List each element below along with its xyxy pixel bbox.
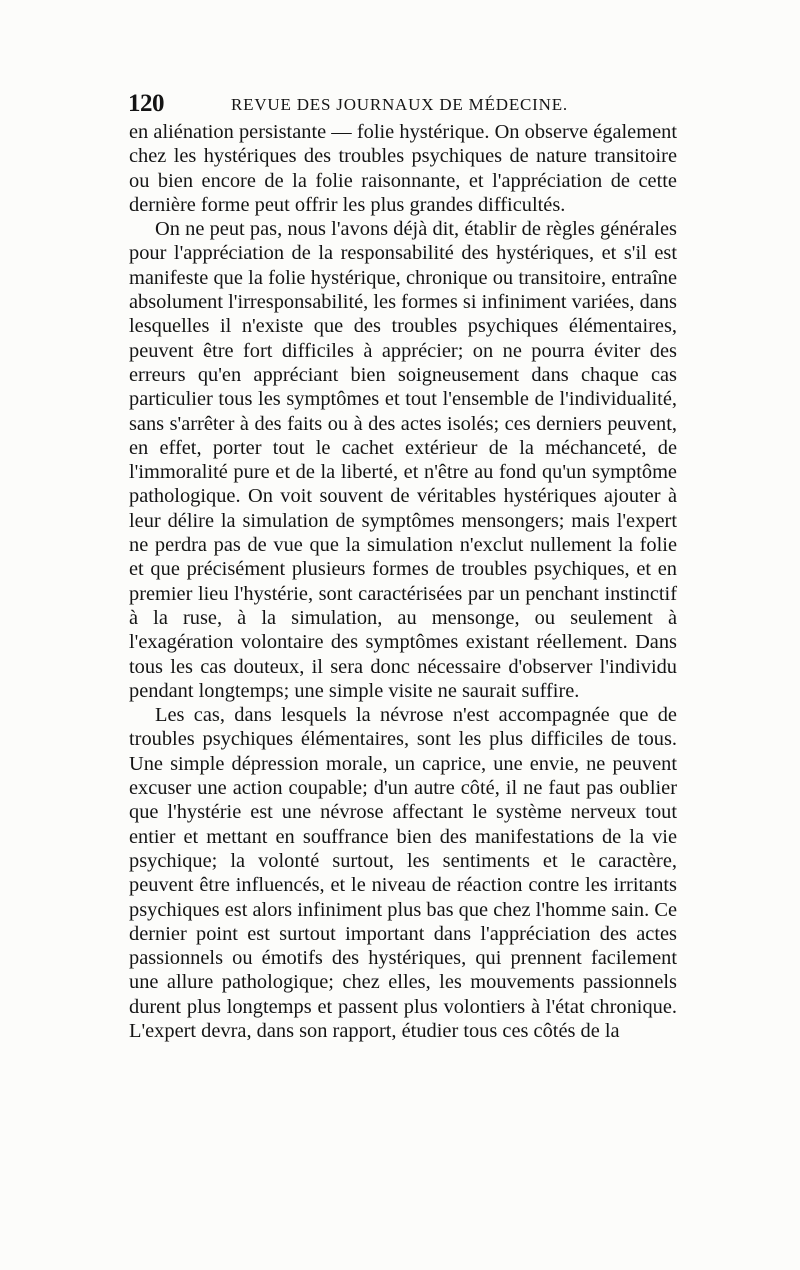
- running-title: REVUE DES JOURNAUX DE MÉDECINE.: [231, 95, 568, 114]
- running-header: [128, 92, 676, 116]
- body-text: [129, 120, 677, 1043]
- page-number: 120: [128, 90, 164, 117]
- paragraph-difficult-cases: Les cas, dans lesquels la névrose n'est accompagnée que de troubles psychiques élémentaires, sont les plus difficiles de tous. Une simple dépression morale, un caprice, une envie, ne peuvent excuser une action coupable; d'un autre côté, il ne faut pas oublier que l'hystérie est une névrose affectant le système nerveux tout entier et mettant en souffrance bien des manifestations de la vie psychique; la volonté surtout, les sentiments et le caractère, peuvent être influencés, et le niveau de réaction contre les irritants psychiques est alors infiniment plus bas que chez l'homme sain. Ce dernier point est surtout important dans l'appréciation des actes passionnels ou émotifs des hystériques, qui prennent facilement une allure pathologique; chez elles, les mouvements passionnels durent plus longtemps et passent plus volontiers à l'état chronique. L'expert devra, dans son rapport, étudier tous ces côtés de la: [129, 704, 677, 1042]
- paragraph-responsibility: On ne peut pas, nous l'avons déjà dit, établir de règles générales pour l'appréciation de la responsabilité des hystériques, et s'il est manifeste que la folie hystérique, chronique ou transitoire, entraîne absolument l'irresponsabilité, les formes si infiniment variées, dans lesquelles il n'existe que des troubles psychiques élémentaires, peuvent être fort difficiles à apprécier; on ne pourra éviter des erreurs qu'en appréciant bien soigneusement dans chaque cas particulier tous les symptômes et tout l'ensemble de l'individualité, sans s'arrêter à des faits ou à des actes isolés; ces derniers peuvent, en effet, porter tout le cachet extérieur de la méchanceté, de l'immoralité pure et de la liberté, et n'être au fond qu'un symptôme pathologique. On voit souvent de véritables hystériques ajouter à leur délire la simulation de symptômes mensongers; mais l'expert ne perdra pas de vue que la simulation n'exclut nullement la folie et que précisément plusieurs formes de troubles psychiques, et en premier lieu l'hystérie, sont caractérisées par un penchant instinctif à la ruse, à la simulation, au mensonge, ou seulement à l'exagération volontaire des symptômes existant réellement. Dans tous les cas douteux, il sera donc nécessaire d'observer l'individu pendant longtemps; une simple visite ne saurait suffire.: [129, 218, 677, 702]
- paragraph-continued: en aliénation persistante — folie hystérique. On observe également chez les hystériques des troubles psychiques de nature transitoire ou bien encore de la folie raisonnante, et l'appréciation de cette dernière forme peut offrir les plus grandes difficultés.: [129, 121, 677, 216]
